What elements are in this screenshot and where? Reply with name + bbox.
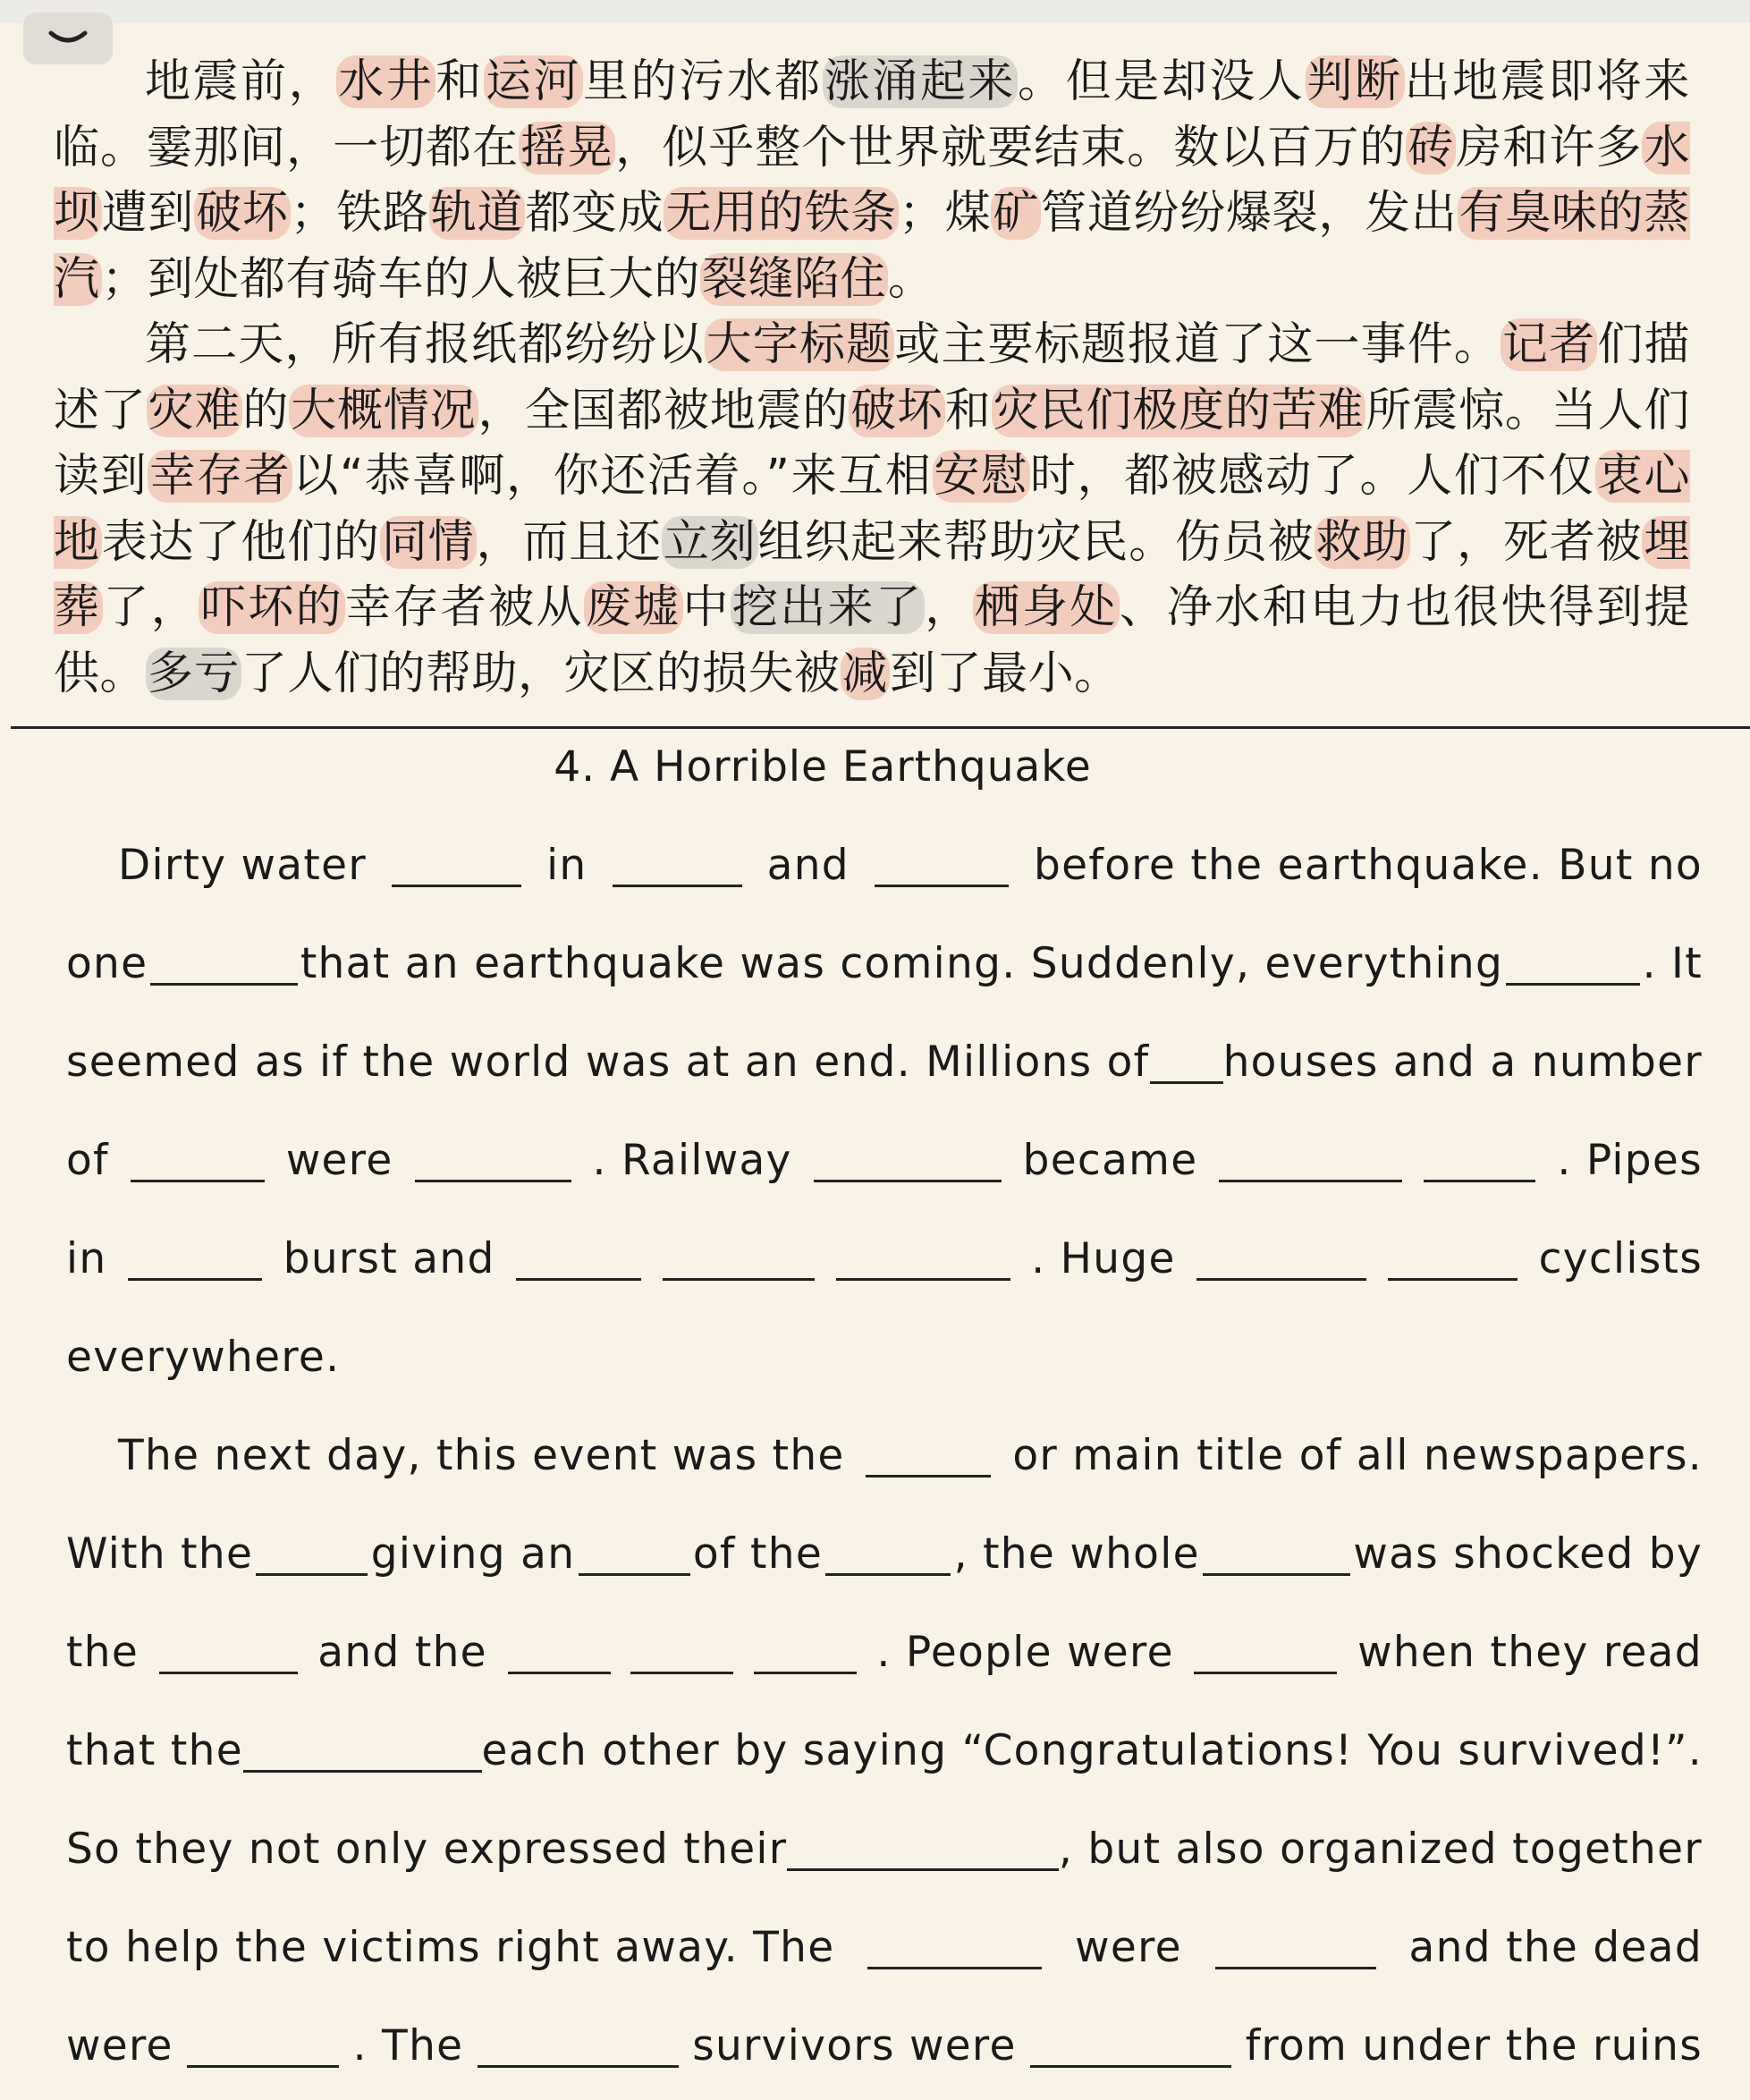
- text-segment: 和: [944, 384, 992, 437]
- cloze-text: one: [66, 939, 148, 988]
- cloze-line: [66, 817, 1703, 915]
- highlighted-phrase: 同情: [381, 515, 475, 569]
- exercise-title: 4. A Horrible Earthquake: [554, 742, 1092, 792]
- cloze-text: , but also organized together: [1058, 1825, 1703, 1874]
- highlighted-phrase: 有臭味的蒸汽: [54, 187, 1690, 306]
- text-segment: 房和许多: [1456, 121, 1643, 174]
- cloze-text: survivors were: [692, 2021, 1017, 2070]
- text-segment: 出地震即将来临。霎那间，一切都在: [54, 55, 1690, 174]
- cloze-text: in: [546, 841, 588, 890]
- answer-blank[interactable]: [579, 1534, 690, 1576]
- text-segment: 时，都被感动了。人们不仅: [1029, 450, 1595, 503]
- answer-blank[interactable]: [187, 2026, 339, 2068]
- cloze-text: everywhere.: [66, 1333, 341, 1382]
- text-segment: 地震前，: [145, 55, 337, 108]
- cloze-text: Dirty water: [118, 841, 367, 890]
- answer-blank[interactable]: [630, 1632, 733, 1674]
- answer-blank[interactable]: [478, 2026, 679, 2068]
- text-segment: 了，: [103, 581, 199, 634]
- cloze-text: that the: [66, 1726, 243, 1775]
- highlighted-phrase: 摇晃: [520, 121, 614, 174]
- cloze-line: [66, 1210, 1703, 1308]
- highlighted-phrase: 轨道: [430, 187, 524, 240]
- text-segment: 表达了他们的: [101, 515, 380, 569]
- top-bar: [0, 0, 1750, 23]
- cloze-text: and the: [317, 1628, 487, 1677]
- cloze-text: cyclists: [1538, 1234, 1703, 1283]
- cloze-line: [66, 1013, 1703, 1112]
- highlighted-phrase: 埋葬: [54, 515, 1690, 634]
- answer-blank[interactable]: [866, 1435, 991, 1478]
- chinese-paragraph-2: [54, 312, 1690, 707]
- cloze-text: seemed as if the world was at an end. Millions of: [66, 1037, 1150, 1087]
- cloze-text: was shocked by: [1353, 1529, 1703, 1579]
- answer-blank[interactable]: [128, 1239, 262, 1281]
- cloze-text: when they read: [1357, 1628, 1703, 1677]
- cloze-text: . Huge: [1031, 1234, 1176, 1283]
- answer-blank[interactable]: [131, 1140, 265, 1182]
- answer-blank[interactable]: [1203, 1534, 1350, 1576]
- answer-blank[interactable]: [1150, 1042, 1223, 1084]
- highlighted-phrase: 涨涌起来: [824, 55, 1017, 108]
- answer-blank[interactable]: [243, 1731, 362, 1773]
- text-segment: ；铁路: [290, 187, 429, 240]
- answer-blank[interactable]: [1424, 1140, 1535, 1182]
- cloze-line: [66, 1604, 1703, 1702]
- highlighted-phrase: 记者: [1502, 318, 1596, 371]
- highlighted-phrase: 灾难: [148, 384, 241, 437]
- highlighted-phrase: 无用的铁条: [665, 187, 897, 240]
- text-segment: 。: [888, 252, 934, 306]
- answer-blank[interactable]: [415, 1140, 571, 1182]
- text-segment: 第二天，所有报纸都纷纷以: [145, 318, 705, 371]
- cloze-text: The next day, this event was the: [118, 1431, 845, 1480]
- text-segment: ；到处都有骑车的人被巨大的: [101, 252, 701, 306]
- cloze-text: burst and: [283, 1234, 495, 1283]
- highlighted-phrase: 幸存者: [149, 450, 292, 503]
- cloze-line: [66, 1997, 1703, 2096]
- text-segment: 或主要标题报道了这一事件。: [894, 318, 1501, 371]
- cloze-text: became: [1022, 1136, 1198, 1185]
- cloze-text: . Pipes: [1557, 1136, 1703, 1185]
- answer-blank[interactable]: [814, 1140, 1002, 1182]
- cloze-text: of: [66, 1136, 109, 1185]
- highlighted-phrase: 破坏: [196, 187, 289, 240]
- text-segment: 都变成: [525, 187, 664, 240]
- section-divider: [11, 726, 1750, 729]
- highlighted-phrase: 判断: [1306, 55, 1403, 108]
- highlighted-phrase: 大字标题: [706, 318, 893, 371]
- english-cloze-passage: [66, 817, 1703, 2096]
- answer-blank[interactable]: [1194, 1632, 1337, 1674]
- cloze-text: and the dead: [1408, 1923, 1703, 1972]
- cloze-line: [66, 915, 1703, 1013]
- highlighted-phrase: 灾民们极度的苦难: [993, 384, 1365, 437]
- text-segment: 幸存者被从: [345, 581, 584, 634]
- highlighted-phrase: 多亏: [148, 647, 241, 700]
- text-segment: 遭到: [101, 187, 195, 240]
- answer-blank[interactable]: [875, 845, 1009, 887]
- text-segment: 了人们的帮助，灾区的损失被: [241, 647, 841, 700]
- highlighted-phrase: 水坝: [54, 121, 1690, 240]
- answer-blank[interactable]: [159, 1632, 298, 1674]
- text-segment: 里的污水都: [583, 55, 823, 108]
- cloze-text: . People were: [876, 1628, 1174, 1677]
- cloze-line: [66, 1407, 1703, 1505]
- cloze-text: . It: [1642, 939, 1703, 988]
- text-segment: 、净水和电力也很快得到提供。: [54, 581, 1690, 700]
- highlighted-phrase: 破坏: [850, 384, 943, 437]
- highlighted-phrase: 大概情况: [291, 384, 477, 437]
- cloze-line: [66, 1702, 1703, 1800]
- highlighted-phrase: 运河: [485, 55, 582, 108]
- cloze-text: were: [285, 1136, 393, 1185]
- highlighted-phrase: 衷心地: [54, 450, 1690, 569]
- answer-blank[interactable]: [754, 1632, 857, 1674]
- text-segment: 的: [242, 384, 290, 437]
- cloze-text: that an earthquake was coming. Suddenly, everything: [300, 939, 1504, 988]
- cloze-text: were: [1075, 1923, 1182, 1972]
- cloze-text: the: [66, 1628, 139, 1677]
- cloze-line: [66, 1112, 1703, 1210]
- text-segment: 管道纷纷爆裂，发出: [1041, 187, 1458, 240]
- highlighted-phrase: 矿: [993, 187, 1040, 240]
- answer-blank[interactable]: [613, 845, 742, 887]
- text-segment: 了，死者被: [1410, 515, 1643, 569]
- text-segment: 组织起来帮助灾民。伤员被: [757, 515, 1315, 569]
- highlighted-phrase: 立刻: [663, 515, 757, 569]
- highlighted-phrase: 减: [841, 647, 889, 700]
- text-segment: 中: [682, 581, 731, 634]
- cloze-text: each other by saying “Congratulations! You survived!”.: [481, 1726, 1703, 1775]
- text-segment: 和: [435, 55, 484, 108]
- highlighted-phrase: 救助: [1315, 515, 1409, 569]
- chinese-paragraph-1: [54, 49, 1690, 312]
- cloze-line: [66, 1505, 1703, 1604]
- text-segment: ，而且还: [476, 515, 662, 569]
- cloze-line: [66, 1899, 1703, 1997]
- answer-blank[interactable]: [1506, 944, 1640, 986]
- answer-blank[interactable]: [256, 1534, 368, 1576]
- highlighted-phrase: 水井: [338, 55, 435, 108]
- answer-blank[interactable]: [663, 1239, 815, 1281]
- cloze-text: of the: [692, 1529, 824, 1579]
- text-segment: 们描述了: [54, 318, 1690, 437]
- cloze-line: [66, 1308, 1703, 1407]
- answer-blank[interactable]: [787, 1829, 923, 1871]
- highlighted-phrase: 挖出来了: [731, 581, 924, 634]
- cloze-text: before the earthquake. But no: [1034, 841, 1703, 890]
- cloze-text: houses and a number: [1222, 1037, 1703, 1087]
- answer-blank[interactable]: [392, 845, 521, 887]
- cloze-text: , the whole: [953, 1529, 1200, 1579]
- cloze-text: in: [66, 1234, 107, 1283]
- answer-blank[interactable]: [836, 1239, 1010, 1281]
- answer-blank[interactable]: [508, 1632, 611, 1674]
- text-segment: ，: [925, 581, 973, 634]
- highlighted-phrase: 裂缝陷住: [702, 252, 887, 306]
- answer-blank[interactable]: [825, 1534, 951, 1576]
- highlighted-phrase: 废墟: [585, 581, 681, 634]
- cloze-text: or main title of all newspapers.: [1012, 1431, 1703, 1480]
- cloze-text: giving an: [370, 1529, 576, 1579]
- text-segment: 到了最小。: [890, 647, 1120, 700]
- cloze-line: [66, 1800, 1703, 1899]
- text-segment: 以“恭喜啊，你还活着。”来互相: [292, 450, 933, 503]
- highlighted-phrase: 砖: [1408, 121, 1455, 174]
- answer-blank[interactable]: [1219, 1140, 1402, 1182]
- cloze-text: were: [66, 2021, 173, 2070]
- answer-blank[interactable]: [1196, 1239, 1366, 1281]
- text-segment: ，似乎整个世界就要结束。数以百万的: [615, 121, 1407, 174]
- text-segment: ，全国都被地震的: [478, 384, 850, 437]
- cloze-text: With the: [66, 1529, 254, 1579]
- cloze-text: to help the victims right away. The: [66, 1923, 835, 1972]
- text-segment: 。但是却没人: [1018, 55, 1306, 108]
- answer-blank[interactable]: [1030, 2026, 1231, 2068]
- highlighted-phrase: 吓坏的: [200, 581, 344, 634]
- chevron-down-icon: [46, 28, 90, 49]
- highlighted-phrase: 栖身处: [974, 581, 1118, 634]
- cloze-text: from under the ruins: [1245, 2021, 1703, 2070]
- cloze-text: . Railway: [592, 1136, 792, 1185]
- highlighted-phrase: 安慰: [934, 450, 1028, 503]
- answer-blank[interactable]: [516, 1239, 641, 1281]
- answer-blank[interactable]: [1215, 1927, 1376, 1969]
- cloze-text: . The: [352, 2021, 464, 2070]
- cloze-text: and: [766, 841, 850, 890]
- answer-blank[interactable]: [867, 1927, 1042, 1969]
- answer-blank[interactable]: [923, 1829, 1059, 1871]
- chinese-passage: [54, 49, 1690, 707]
- cloze-text: So they not only expressed their: [66, 1825, 788, 1874]
- text-segment: 所震惊。当人们读到: [54, 384, 1690, 503]
- text-segment: ；煤: [898, 187, 992, 240]
- answer-blank[interactable]: [1388, 1239, 1518, 1281]
- answer-blank[interactable]: [362, 1731, 481, 1773]
- answer-blank[interactable]: [150, 944, 298, 986]
